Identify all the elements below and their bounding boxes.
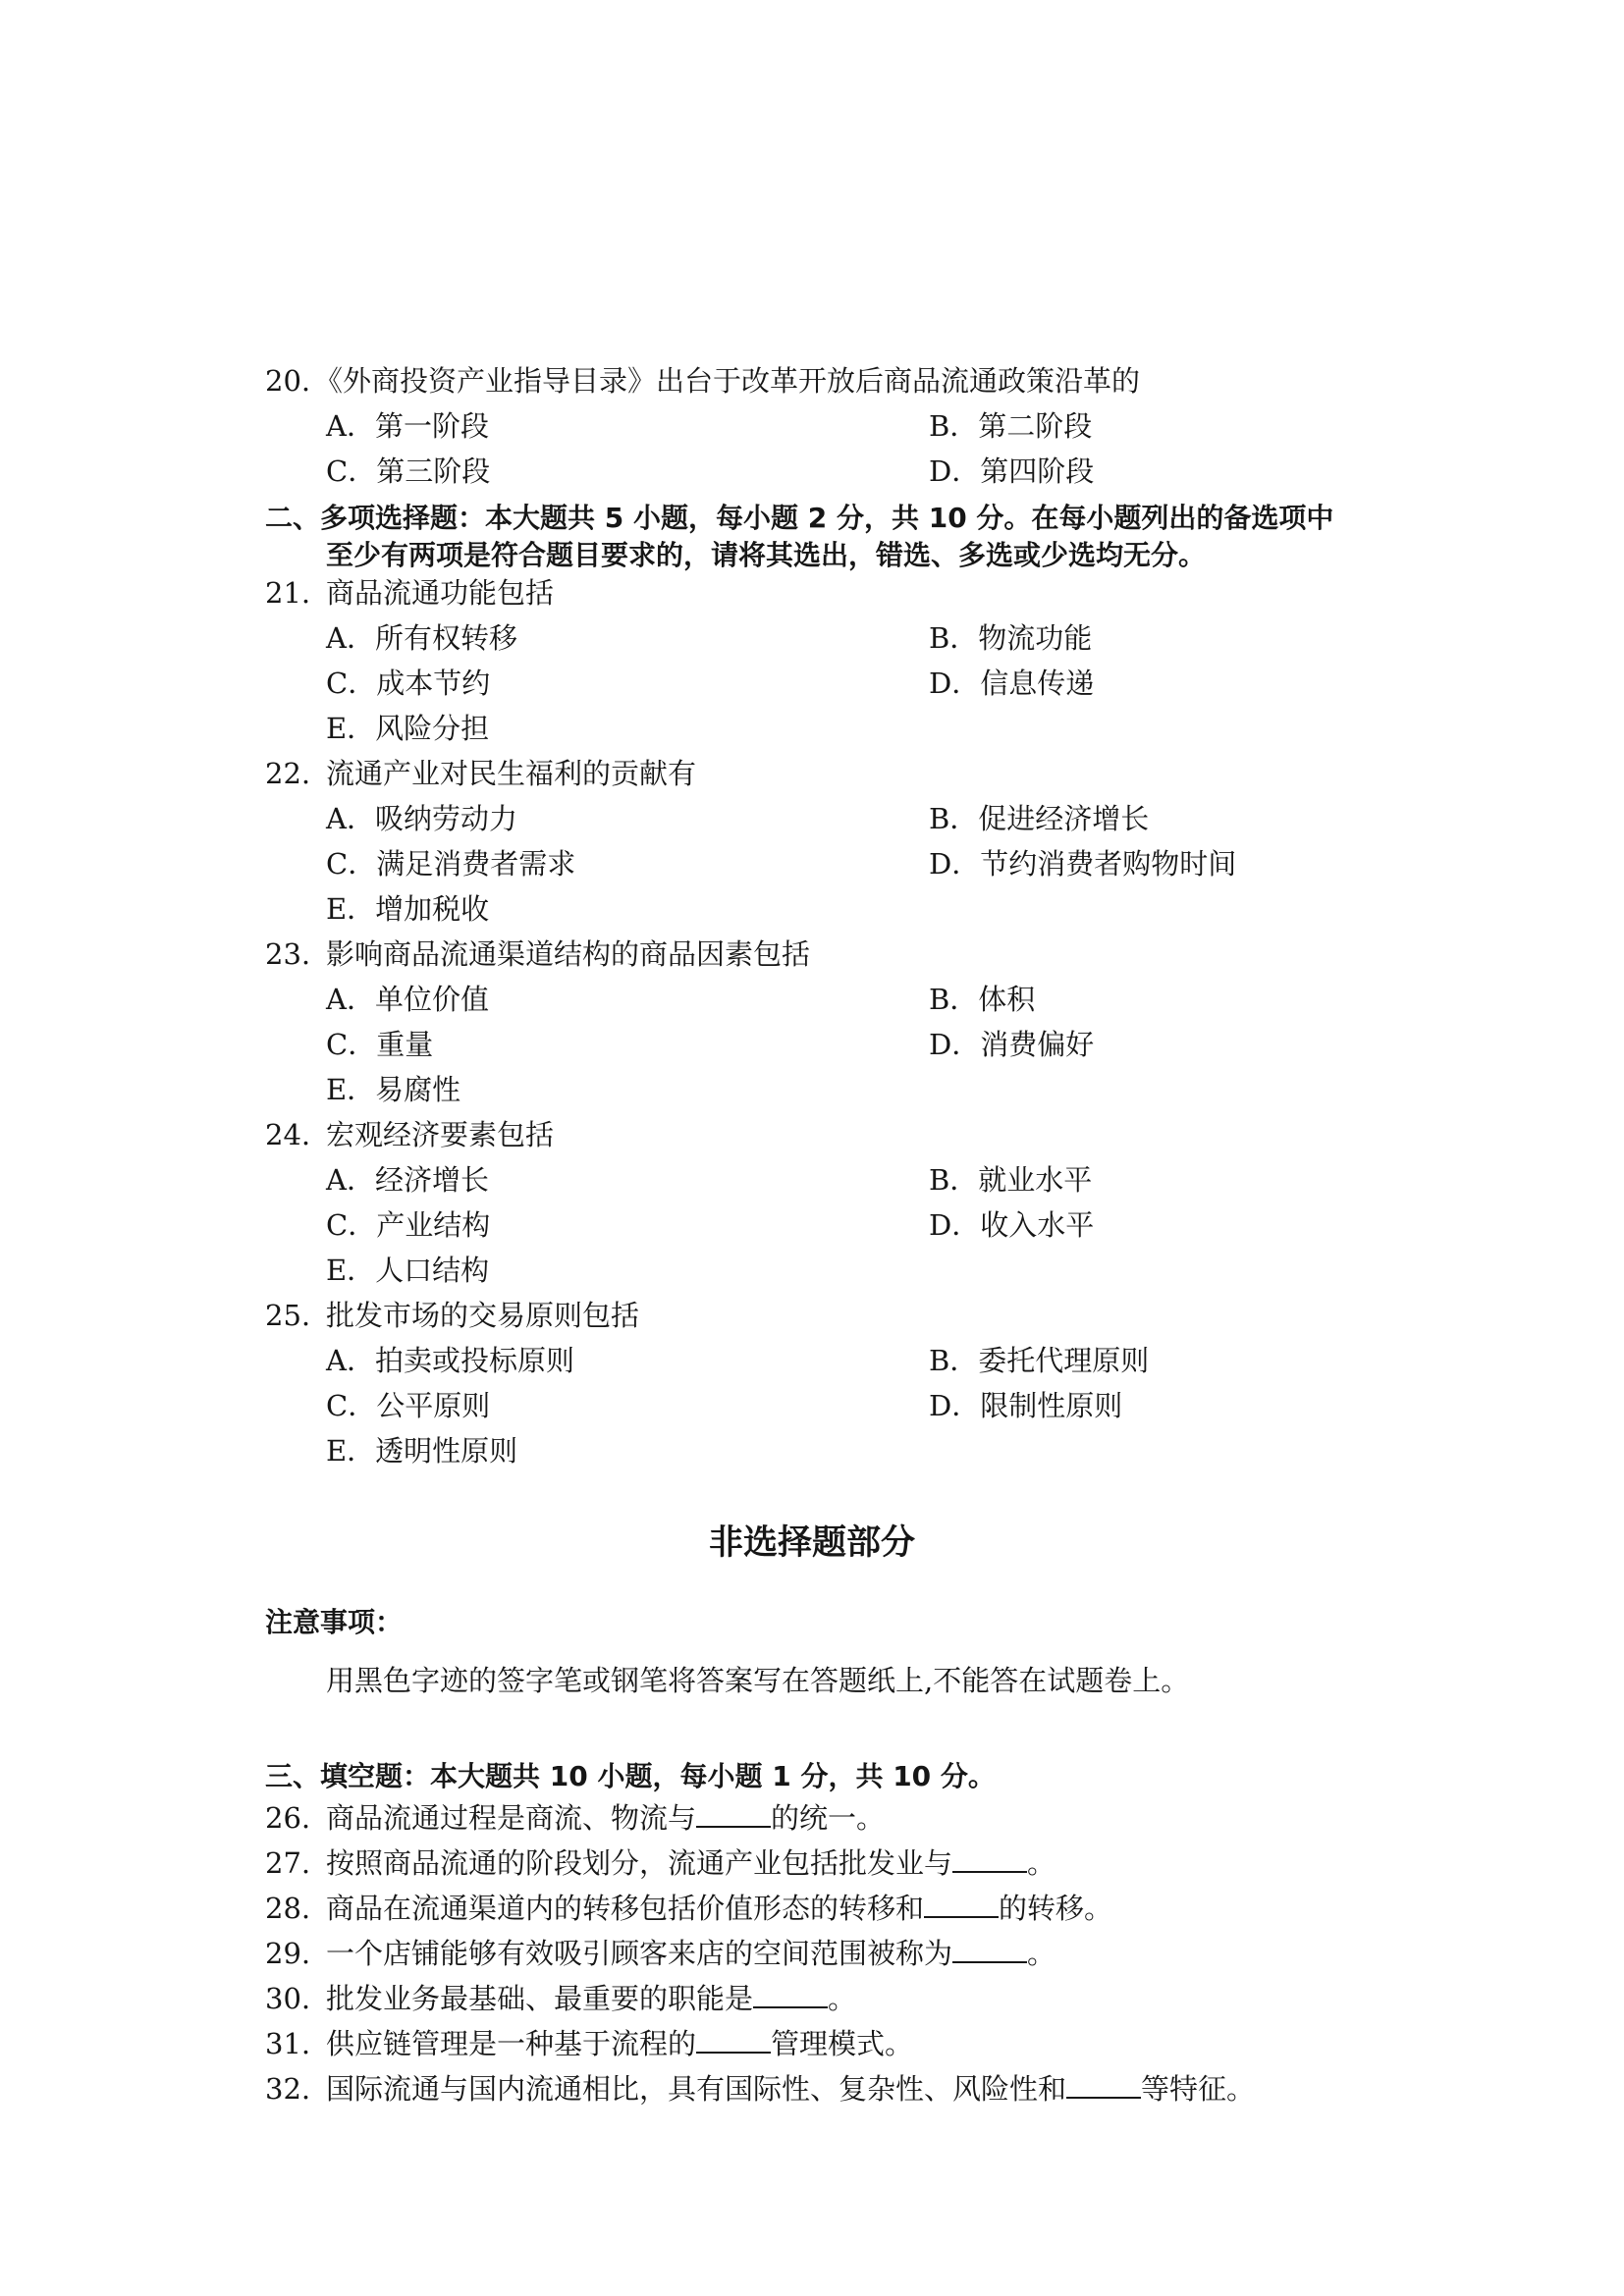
part-heading: 非选择题部分 (708, 1523, 915, 1563)
question-number: 21. (265, 576, 311, 610)
option-d: D．限制性原则 (929, 1389, 1123, 1422)
option-d: D．信息传递 (929, 667, 1095, 700)
answer-blank (952, 1936, 1027, 1963)
section-2-instructions-line1: 二、多项选择题：本大题共 5 小题，每小题 2 分，共 10 分。在每小题列出的备选项中 (265, 502, 1334, 534)
question-number: 25. (265, 1299, 311, 1332)
option-e: E．增加税收 (326, 892, 490, 926)
option-a: A．经济增长 (326, 1163, 489, 1197)
option-c: C．满足消费者需求 (326, 847, 576, 881)
question-number: 22. (265, 757, 311, 790)
section-3-title: 三、填空题：本大题共 10 小题，每小题 1 分，共 10 分。 (265, 1760, 996, 1792)
option-b: B．委托代理原则 (929, 1344, 1150, 1377)
option-e: E．人口结构 (326, 1254, 490, 1287)
answer-blank (696, 1800, 771, 1828)
question-number: 28. (265, 1892, 311, 1925)
question-text-post: 。 (1027, 1846, 1056, 1880)
question-text-pre: 供应链管理是一种基于流程的 (326, 2027, 697, 2060)
question-text-pre: 一个店铺能够有效吸引顾客来店的空间范围被称为 (326, 1937, 953, 1970)
option-a: A．吸纳劳动力 (326, 802, 517, 835)
answer-blank (696, 2026, 771, 2054)
option-e: E．易腐性 (326, 1073, 461, 1106)
question-number: 29. (265, 1937, 311, 1970)
question-text-post: 的统一。 (771, 1801, 886, 1835)
question-text: 商品流通功能包括 (326, 576, 555, 610)
question-text: 宏观经济要素包括 (326, 1118, 555, 1151)
option-b: B．第二阶段 (929, 409, 1093, 443)
option-b: B．物流功能 (929, 621, 1093, 655)
notice-text: 用黑色字迹的签字笔或钢笔将答案写在答题纸上,不能答在试题卷上。 (326, 1664, 1190, 1697)
option-c: C．成本节约 (326, 667, 491, 700)
question-number: 20. (265, 364, 311, 398)
answer-blank (753, 1981, 828, 2008)
option-b: B．促进经济增长 (929, 802, 1150, 835)
question-text-pre: 批发业务最基础、最重要的职能是 (326, 1982, 754, 2015)
option-b: B．就业水平 (929, 1163, 1093, 1197)
option-e: E．风险分担 (326, 712, 490, 745)
option-d: D．消费偏好 (929, 1028, 1095, 1061)
question-text-pre: 国际流通与国内流通相比，具有国际性、复杂性、风险性和 (326, 2072, 1067, 2106)
option-b: B．体积 (929, 983, 1036, 1016)
option-d: D．节约消费者购物时间 (929, 847, 1237, 881)
question-text-pre: 商品流通过程是商流、物流与 (326, 1801, 697, 1835)
question-text-post: 管理模式。 (771, 2027, 914, 2060)
question-number: 27. (265, 1846, 311, 1880)
question-text: 影响商品流通渠道结构的商品因素包括 (326, 937, 811, 971)
answer-blank (1066, 2071, 1141, 2099)
answer-blank (952, 1845, 1027, 1873)
option-c: C．公平原则 (326, 1389, 491, 1422)
option-c: C．第三阶段 (326, 454, 491, 488)
option-d: D．收入水平 (929, 1208, 1095, 1242)
option-c: C．重量 (326, 1028, 434, 1061)
option-c: C．产业结构 (326, 1208, 491, 1242)
question-text-post: 。 (828, 1982, 857, 2015)
question-number: 24. (265, 1118, 311, 1151)
question-text-post: 。 (1027, 1937, 1056, 1970)
notice-title: 注意事项： (265, 1606, 404, 1638)
question-number: 32. (265, 2072, 311, 2106)
question-text: 批发市场的交易原则包括 (326, 1299, 640, 1332)
option-e: E．透明性原则 (326, 1434, 518, 1468)
question-text-post: 等特征。 (1141, 2072, 1256, 2106)
question-text-post: 的转移。 (999, 1892, 1113, 1925)
option-a: A．所有权转移 (326, 621, 517, 655)
question-number: 31. (265, 2027, 311, 2060)
question-number: 23. (265, 937, 311, 971)
question-text: 流通产业对民生福利的贡献有 (326, 757, 697, 790)
option-a: A．第一阶段 (326, 409, 489, 443)
question-text-pre: 商品在流通渠道内的转移包括价值形态的转移和 (326, 1892, 925, 1925)
answer-blank (924, 1891, 999, 1918)
option-a: A．单位价值 (326, 983, 489, 1016)
question-number: 26. (265, 1801, 311, 1835)
option-a: A．拍卖或投标原则 (326, 1344, 574, 1377)
option-d: D．第四阶段 (929, 454, 1095, 488)
question-text: 《外商投资产业指导目录》出台于改革开放后商品流通政策沿革的 (314, 364, 1141, 398)
question-number: 30. (265, 1982, 311, 2015)
question-text-pre: 按照商品流通的阶段划分，流通产业包括批发业与 (326, 1846, 953, 1880)
section-2-instructions-line2: 至少有两项是符合题目要求的，请将其选出，错选、多选或少选均无分。 (326, 539, 1207, 571)
